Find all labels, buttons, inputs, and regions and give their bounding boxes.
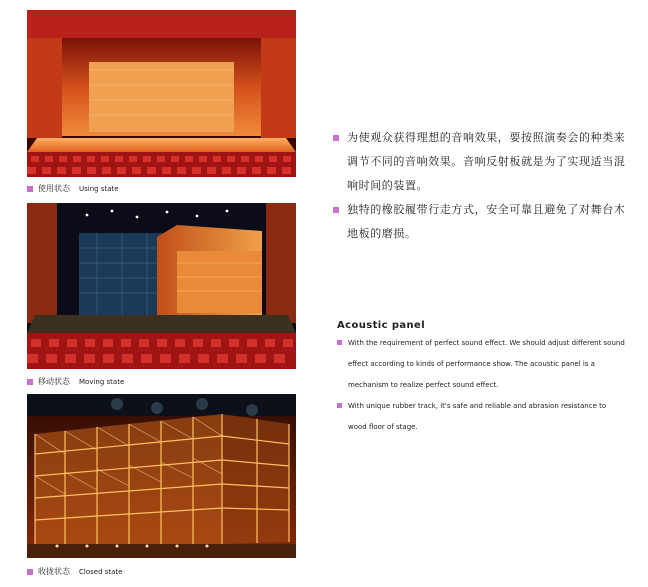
bullet-square-icon: [337, 340, 342, 345]
bullet-square-icon: [27, 569, 33, 575]
chinese-description: [333, 126, 633, 246]
bullet-square-icon: [27, 379, 33, 385]
caption-closed-state: [27, 566, 122, 577]
zh-item-text: 独特的橡胶履带行走方式，安全可靠且避免了对舞台木地板的磨损。: [347, 203, 626, 240]
zh-bullet-item: [333, 198, 633, 246]
stage-photo-moving: [27, 203, 296, 369]
en-bullet-item: [337, 396, 627, 438]
section-title: Acoustic panel: [337, 320, 426, 331]
en-item-text: With the requirement of perfect sound effect. We should adjust different sound effect according to kinds of performance show. The acoustic panel is a mechanism to realize perfect sound effect.: [348, 339, 625, 389]
bullet-square-icon: [333, 207, 339, 213]
zh-bullet-item: [333, 126, 633, 198]
bullet-square-icon: [27, 186, 33, 192]
caption-using-state: [27, 183, 119, 194]
caption-zh: 移动状态: [38, 377, 70, 386]
caption-en: Moving state: [79, 377, 125, 386]
caption-en: Using state: [79, 184, 119, 193]
stage-photo-closed: [27, 394, 296, 558]
stage-photo-using: [27, 10, 296, 177]
caption-en: Closed state: [79, 567, 123, 576]
zh-item-text: 为使观众获得理想的音响效果，要按照演奏会的种类来调节不同的音响效果。音响反射板就是为了实现适当混响时间的装置。: [347, 131, 626, 192]
english-description: [337, 333, 627, 438]
caption-moving-state: [27, 376, 124, 387]
bullet-square-icon: [333, 135, 339, 141]
en-item-text: With unique rubber track, it's safe and reliable and abrasion resistance to wood floor of stage.: [348, 402, 607, 431]
bullet-square-icon: [337, 403, 342, 408]
caption-zh: 收拢状态: [38, 567, 70, 576]
caption-zh: 使用状态: [38, 184, 70, 193]
en-bullet-item: [337, 333, 627, 396]
